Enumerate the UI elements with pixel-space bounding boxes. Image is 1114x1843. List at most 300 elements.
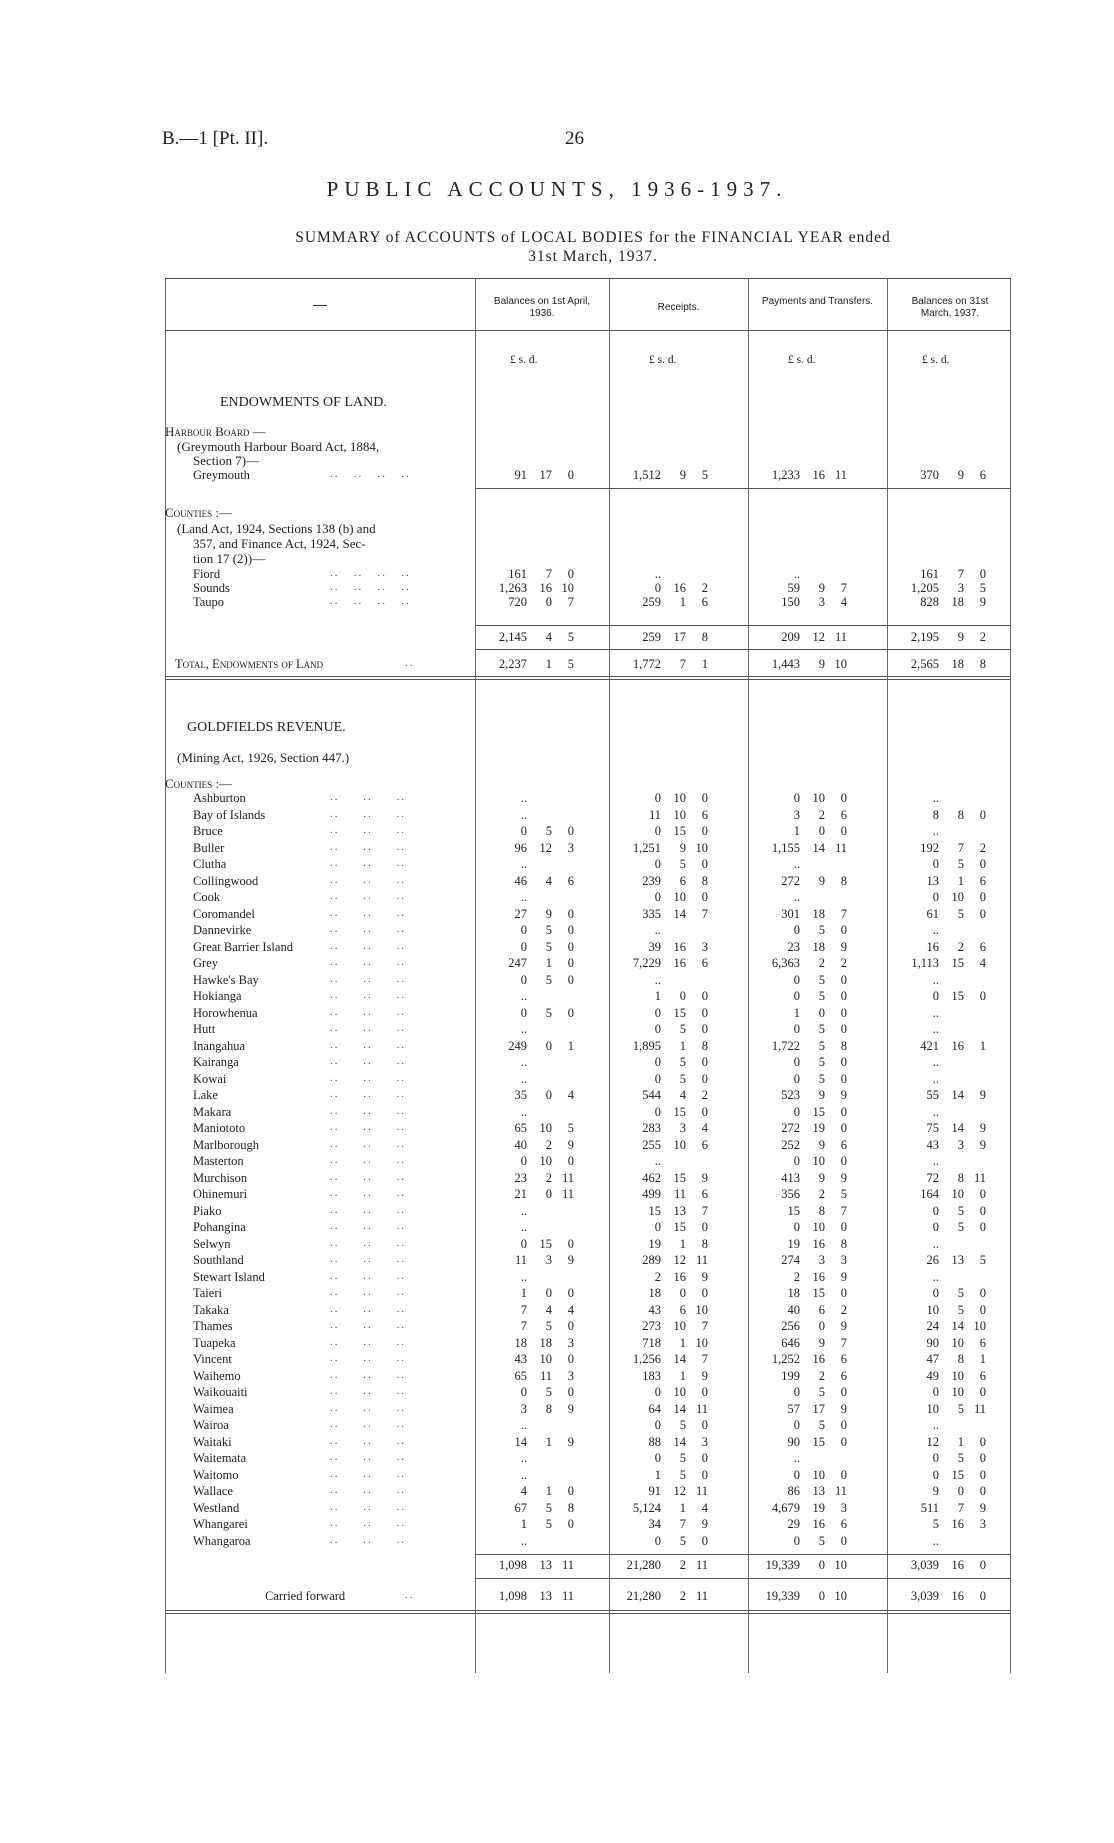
amount-balances-end: .. [932, 923, 939, 937]
county-name: Taieri [193, 1286, 222, 1300]
table-row [165, 923, 1010, 939]
leader-dots: .. .. .. [330, 1434, 406, 1447]
leader-dots: .. [405, 657, 415, 669]
amount-balances-start: 43 10 0 [514, 1352, 574, 1366]
table-row [165, 1501, 1010, 1517]
amount-payments: 272 19 0 [781, 1121, 847, 1135]
table-row [165, 1220, 1010, 1236]
table-row [165, 1352, 1010, 1368]
amount-receipts: 21,280 2 11 [626, 1558, 708, 1572]
amount-balances-start: 2,145 4 5 [498, 630, 574, 644]
amount-balances-end: .. [932, 1418, 939, 1432]
county-name: Kowai [193, 1071, 227, 1086]
county-name: Waitaki [193, 1434, 232, 1449]
amount-balances-end: 0 5 0 [932, 1203, 986, 1218]
table-row [165, 1451, 1010, 1467]
amount-balances-end: 0 5 0 [932, 1451, 986, 1465]
county-name: Horowhenua [193, 1005, 258, 1020]
amount-receipts: 91 12 11 [648, 1484, 708, 1498]
leader-dots: .. .. .. [330, 1022, 406, 1034]
table-row [165, 1385, 1010, 1401]
amount-receipts: 259 17 8 [642, 630, 708, 644]
amount-payments: 301 18 7 [781, 906, 847, 921]
amount-receipts: 64 14 11 [648, 1401, 708, 1416]
county-name: Piako [193, 1203, 222, 1218]
col-header-description: — [313, 296, 327, 312]
amount-payments: 0 5 0 [793, 1418, 847, 1432]
county-name: Masterton [193, 1154, 244, 1168]
county-name: Waitomo [193, 1467, 239, 1482]
table-row [165, 1072, 1010, 1088]
leader-dots: .. .. .. [330, 1368, 406, 1381]
rule [475, 625, 1010, 626]
table-row [165, 1121, 1010, 1137]
leader-dots: .. .. .. [330, 840, 406, 853]
amount-receipts: 5,124 1 4 [632, 1500, 708, 1515]
amount-balances-start: .. [520, 1418, 527, 1432]
amount-receipts: 0 5 0 [654, 1533, 708, 1548]
table-row [165, 1022, 1010, 1038]
amount-payments: .. [793, 890, 800, 904]
subtotal-row [165, 1558, 1010, 1574]
table-bottom-rule [165, 1613, 1010, 1614]
amount-payments: .. [793, 857, 800, 871]
county-name: Maniototo [193, 1121, 246, 1135]
amount-balances-start: .. [520, 890, 527, 904]
amount-payments: 256 0 9 [781, 1319, 847, 1333]
county-name: Hutt [193, 1022, 216, 1036]
amount-balances-end: .. [932, 1236, 939, 1251]
amount-balances-end: 161 7 0 [920, 567, 986, 581]
amount-payments: 1,252 16 6 [771, 1352, 847, 1366]
table-row [165, 1534, 1010, 1550]
amount-balances-start: 7 4 4 [520, 1302, 574, 1317]
subtitle-line-1: SUMMARY of ACCOUNTS of LOCAL BODIES for the FINANCIAL YEAR ended [295, 229, 891, 246]
amount-balances-start: 2,237 1 5 [498, 657, 574, 671]
amount-payments: 199 2 6 [781, 1368, 847, 1383]
leader-dots: .. .. .. [330, 1005, 406, 1018]
leader-dots: .. .. .. [330, 890, 406, 902]
amount-receipts: 0 5 0 [654, 1071, 708, 1086]
amount-balances-end: .. [932, 1071, 939, 1086]
amount-balances-start: 67 5 8 [514, 1500, 574, 1515]
amount-balances-end: .. [932, 1104, 939, 1119]
amount-balances-end: 90 10 6 [926, 1335, 986, 1350]
amount-payments: 0 10 0 [793, 1220, 847, 1234]
leader-dots: .. .. .. [330, 1253, 406, 1265]
county-name: Collingwood [193, 873, 259, 888]
county-name: Waimea [193, 1401, 234, 1416]
amount-balances-end: 3,039 16 0 [910, 1558, 986, 1572]
county-name: Murchison [193, 1170, 248, 1185]
amount-receipts: 335 14 7 [642, 906, 708, 921]
leader-dots: .. .. .. .. [330, 595, 411, 607]
leader-dots: .. .. .. [330, 1418, 406, 1430]
table-row [165, 857, 1010, 873]
amount-balances-start: 96 12 3 [514, 840, 574, 855]
table-row [165, 1006, 1010, 1022]
county-name: Lake [193, 1088, 218, 1102]
county-name: Pohangina [193, 1220, 246, 1234]
amount-balances-end: 0 15 0 [932, 989, 986, 1003]
section-heading-goldfields: GOLDFIELDS REVENUE. [187, 720, 346, 735]
amount-balances-start: 18 18 3 [514, 1335, 574, 1350]
county-name: Thames [193, 1319, 233, 1333]
amount-balances-start: 0 5 0 [520, 824, 574, 838]
table-row [165, 1039, 1010, 1055]
county-name: Grey [193, 956, 218, 970]
leader-dots: .. .. .. [330, 1533, 406, 1546]
leader-dots: .. .. .. [330, 791, 406, 803]
county-name: Ashburton [193, 791, 246, 805]
amount-payments: 1 0 0 [793, 824, 847, 838]
amount-balances-end: 72 8 11 [926, 1170, 986, 1185]
leader-dots: .. .. .. [330, 906, 406, 919]
table-row [165, 1204, 1010, 1220]
county-name: Southland [193, 1253, 244, 1267]
amount-payments: 1 0 0 [793, 1005, 847, 1020]
amount-balances-start: 35 0 4 [514, 1088, 574, 1102]
amount-payments: 23 18 9 [787, 939, 847, 954]
amount-payments: 0 10 0 [793, 1154, 847, 1168]
part-reference: B.—1 [Pt. II]. [162, 128, 269, 149]
amount-payments: 4,679 19 3 [771, 1500, 847, 1515]
amount-payments: 523 9 9 [781, 1088, 847, 1102]
counties-act-line-2: 357, and Finance Act, 1924, Sec- [193, 536, 366, 551]
amount-payments: 0 10 0 [793, 791, 847, 805]
header-rule [165, 330, 1010, 331]
amount-receipts: 19 1 8 [648, 1236, 708, 1251]
county-name: Waihemo [193, 1368, 241, 1383]
amount-balances-start: 0 5 0 [520, 1005, 574, 1020]
leader-dots: .. .. .. [330, 1121, 406, 1133]
county-name: Vincent [193, 1352, 232, 1366]
table-top-rule [165, 278, 1010, 279]
amount-balances-end: .. [932, 824, 939, 838]
leader-dots: .. .. .. .. [330, 567, 411, 579]
table-row [165, 595, 1010, 611]
amount-receipts: 0 15 0 [654, 824, 708, 838]
amount-balances-end: 10 5 11 [926, 1401, 986, 1416]
amount-payments: 86 13 11 [787, 1484, 847, 1498]
leader-dots: .. .. .. [330, 873, 406, 886]
harbour-act-line-2: Section 7)— [193, 453, 260, 468]
table-row [165, 989, 1010, 1005]
table-row [165, 1517, 1010, 1533]
leader-dots: .. .. .. [330, 1137, 406, 1150]
amount-balances-start: .. [520, 1451, 527, 1465]
amount-receipts: 255 10 6 [642, 1137, 708, 1152]
table-row [165, 973, 1010, 989]
rule [475, 649, 1010, 650]
table-row [165, 1237, 1010, 1253]
col-header-receipts: Receipts. [657, 302, 700, 313]
amount-balances-end: .. [932, 1154, 939, 1168]
leader-dots: .. .. .. [330, 1500, 406, 1513]
amount-receipts: 39 16 3 [648, 939, 708, 954]
amount-payments: 209 12 11 [781, 630, 847, 644]
amount-balances-end: .. [932, 1533, 939, 1548]
amount-payments: 0 5 0 [793, 1022, 847, 1036]
leader-dots: .. .. .. [330, 939, 406, 952]
amount-balances-start: 65 10 5 [514, 1121, 574, 1135]
county-name: Waitemata [193, 1451, 247, 1465]
amount-receipts: 1 5 0 [654, 1467, 708, 1482]
leader-dots: .. .. .. [330, 1335, 406, 1348]
amount-payments: 413 9 9 [781, 1170, 847, 1185]
county-name: Fiord [193, 567, 221, 581]
currency-header: £ s. d. [510, 354, 538, 366]
county-name: Bruce [193, 824, 223, 838]
amount-receipts: 34 7 9 [648, 1517, 708, 1531]
amount-balances-end: .. [932, 1022, 939, 1036]
amount-balances-end: 828 18 9 [920, 595, 986, 609]
amount-payments: 1,233 16 11 [771, 468, 847, 482]
table-row [165, 1286, 1010, 1302]
table-row [165, 940, 1010, 956]
amount-balances-end: 0 10 0 [932, 1385, 986, 1399]
amount-balances-start: 1,098 13 11 [498, 1558, 574, 1572]
county-name: Takaka [193, 1302, 229, 1317]
leader-dots: .. .. .. [330, 1104, 406, 1117]
amount-receipts: 0 15 0 [654, 1005, 708, 1020]
table-row [165, 874, 1010, 890]
amount-payments: 1,155 14 11 [771, 840, 847, 855]
amount-balances-end: 61 5 0 [926, 906, 986, 921]
amount-balances-end: .. [932, 972, 939, 987]
amount-receipts: 0 5 0 [654, 1055, 708, 1069]
table-row [165, 824, 1010, 840]
table-row [165, 841, 1010, 857]
amount-balances-start: 14 1 9 [514, 1434, 574, 1449]
rule [165, 676, 1010, 677]
county-name: Sounds [193, 581, 230, 595]
amount-balances-end: 10 5 0 [926, 1302, 986, 1317]
amount-balances-end: 24 14 10 [926, 1319, 986, 1333]
amount-receipts: 289 12 11 [642, 1253, 708, 1267]
amount-balances-end: 164 10 0 [920, 1187, 986, 1201]
amount-balances-end: 0 5 0 [932, 1220, 986, 1234]
amount-balances-start: 7 5 0 [520, 1319, 574, 1333]
amount-balances-start: 27 9 0 [514, 906, 574, 921]
amount-receipts: 239 6 8 [642, 873, 708, 888]
amount-receipts: 0 5 0 [654, 1022, 708, 1036]
amount-payments: 19 16 8 [787, 1236, 847, 1251]
amount-balances-end: 8 8 0 [932, 807, 986, 822]
page-title: PUBLIC ACCOUNTS, 1936-1937. [326, 177, 788, 201]
amount-receipts: 7,229 16 6 [632, 956, 708, 970]
amount-balances-end: 55 14 9 [926, 1088, 986, 1102]
leader-dots: .. .. .. [330, 1203, 406, 1216]
rule [475, 1554, 1010, 1555]
amount-balances-end: 370 9 6 [920, 468, 986, 482]
county-name: Whangaroa [193, 1533, 251, 1548]
amount-receipts: 259 1 6 [642, 595, 708, 609]
amount-balances-end: 0 5 0 [932, 1286, 986, 1300]
table-row [165, 890, 1010, 906]
amount-payments: 6,363 2 2 [771, 956, 847, 970]
table-row [165, 907, 1010, 923]
amount-balances-end: 9 0 0 [932, 1484, 986, 1498]
amount-balances-end: 192 7 2 [920, 840, 986, 855]
amount-receipts: 21,280 2 11 [626, 1589, 708, 1603]
table-row [165, 956, 1010, 972]
leader-dots: .. .. .. [330, 824, 406, 836]
goldfields-counties-label: Counties :— [165, 776, 233, 791]
amount-payments: 0 5 0 [793, 989, 847, 1003]
amount-balances-start: 0 5 0 [520, 1385, 574, 1399]
amount-receipts: 88 14 3 [648, 1434, 708, 1449]
amount-balances-start: 21 0 11 [514, 1187, 574, 1201]
rule [475, 1578, 1010, 1579]
amount-payments: 0 5 0 [793, 1071, 847, 1086]
amount-payments: 356 2 5 [781, 1187, 847, 1201]
amount-balances-end: 2,565 18 8 [910, 657, 986, 671]
amount-receipts: 0 15 0 [654, 1220, 708, 1234]
amount-balances-start: .. [520, 989, 527, 1003]
rule [475, 488, 1010, 489]
amount-balances-start: .. [520, 791, 527, 805]
amount-balances-start: 720 0 7 [508, 595, 574, 609]
amount-balances-start: .. [520, 1220, 527, 1234]
amount-payments: 19,339 0 10 [765, 1558, 847, 1572]
currency-header: £ s. d. [922, 354, 950, 366]
leader-dots: .. .. .. [330, 1451, 406, 1463]
leader-dots: .. .. .. [330, 1071, 406, 1084]
county-name: Buller [193, 840, 225, 855]
county-name: Coromandel [193, 906, 255, 921]
amount-balances-start: 3 8 9 [520, 1401, 574, 1416]
table-row [165, 1369, 1010, 1385]
amount-payments: 18 15 0 [787, 1286, 847, 1300]
page-number: 26 [565, 128, 584, 149]
amount-balances-start: 0 15 0 [520, 1236, 574, 1251]
county-name: Inangahua [193, 1038, 246, 1053]
county-name: Great Barrier Island [193, 939, 293, 954]
amount-balances-start: .. [520, 1104, 527, 1119]
amount-balances-end: 26 13 5 [926, 1253, 986, 1267]
amount-receipts: 0 5 0 [654, 857, 708, 871]
leader-dots: .. .. .. .. [330, 468, 411, 480]
table-row [165, 1154, 1010, 1170]
currency-header: £ s. d. [649, 354, 677, 366]
amount-receipts: 1,772 7 1 [632, 657, 708, 671]
amount-receipts: 462 15 9 [642, 1170, 708, 1185]
leader-dots: .. .. .. [330, 1401, 406, 1414]
col-header-balances-end: Balances on 31st March, 1937. [911, 296, 989, 319]
amount-receipts: .. [654, 1154, 661, 1168]
amount-payments: 0 10 0 [793, 1467, 847, 1482]
amount-receipts: 0 10 0 [654, 890, 708, 904]
amount-payments: 1,443 9 10 [771, 657, 847, 671]
table-row [165, 791, 1010, 807]
county-name: Dannevirke [193, 923, 252, 937]
amount-receipts: .. [654, 567, 661, 581]
amount-balances-start: 1,263 16 10 [498, 581, 574, 595]
amount-balances-end: 49 10 6 [926, 1368, 986, 1383]
leader-dots: .. .. .. [330, 1220, 406, 1232]
amount-balances-end: .. [932, 791, 939, 805]
amount-receipts: 499 11 6 [642, 1187, 708, 1201]
amount-balances-end: 1,113 15 4 [911, 956, 986, 970]
county-name: Whangarei [193, 1517, 248, 1531]
accounts-table [165, 278, 1010, 1673]
amount-balances-end: 0 5 0 [932, 857, 986, 871]
table-row [165, 1418, 1010, 1434]
table-row [165, 1336, 1010, 1352]
county-name: Wallace [193, 1484, 233, 1498]
leader-dots: .. .. .. [330, 807, 406, 820]
amount-balances-start: 0 5 0 [520, 939, 574, 954]
amount-balances-end: .. [932, 1269, 939, 1284]
currency-header: £ s. d. [788, 354, 816, 366]
amount-payments: 274 3 3 [781, 1253, 847, 1267]
amount-payments: 3 2 6 [793, 807, 847, 822]
amount-balances-start: .. [520, 1022, 527, 1036]
harbour-board-label: Harbour Board — [165, 424, 266, 439]
amount-balances-start: .. [520, 1467, 527, 1482]
table-border-right [1010, 278, 1011, 1673]
amount-receipts: 273 10 7 [642, 1319, 708, 1333]
table-row [165, 1319, 1010, 1335]
leader-dots: .. .. .. [330, 989, 406, 1001]
amount-balances-end: 16 2 6 [926, 939, 986, 954]
amount-balances-start: .. [520, 1071, 527, 1086]
amount-balances-start: 1,098 13 11 [498, 1589, 574, 1603]
amount-balances-end: 75 14 9 [926, 1121, 986, 1135]
leader-dots: .. .. .. [330, 972, 406, 985]
amount-payments: .. [793, 1451, 800, 1465]
amount-receipts: 0 5 0 [654, 1418, 708, 1432]
amount-payments: 19,339 0 10 [765, 1589, 847, 1603]
amount-balances-end: 12 1 0 [926, 1434, 986, 1449]
county-name: Wairoa [193, 1418, 229, 1432]
table-row [165, 1303, 1010, 1319]
amount-payments: 59 9 7 [787, 581, 847, 595]
amount-receipts: 0 5 0 [654, 1451, 708, 1465]
leader-dots: .. .. .. [330, 1517, 406, 1529]
amount-receipts: 1,251 9 10 [632, 840, 708, 855]
subtitle-line-2: 31st March, 1937. [528, 248, 658, 265]
table-row [165, 1435, 1010, 1451]
amount-payments: 1,722 5 8 [771, 1038, 847, 1053]
amount-balances-end: 2,195 9 2 [910, 630, 986, 644]
amount-balances-start: 1 0 0 [520, 1286, 574, 1300]
amount-receipts: 0 10 0 [654, 1385, 708, 1399]
amount-payments: 2 16 9 [793, 1269, 847, 1284]
leader-dots: .. .. .. [330, 1269, 406, 1282]
county-name: Marlborough [193, 1137, 259, 1152]
leader-dots: .. .. .. [330, 1385, 406, 1397]
col-header-payments: Payments and Transfers. [761, 296, 874, 307]
leader-dots: .. .. .. [330, 1236, 406, 1249]
amount-payments: 15 8 7 [787, 1203, 847, 1218]
amount-receipts: 1,895 1 8 [632, 1038, 708, 1053]
county-name: Selwyn [193, 1236, 231, 1251]
amount-receipts: 11 10 6 [648, 807, 708, 822]
page-subtitle [163, 228, 1023, 266]
leader-dots: .. .. .. [330, 1154, 406, 1166]
leader-dots: .. .. .. [330, 857, 406, 869]
amount-balances-start: 0 10 0 [520, 1154, 574, 1168]
amount-balances-start: 40 2 9 [514, 1137, 574, 1152]
amount-balances-start: 91 17 0 [514, 468, 574, 482]
amount-balances-end: 3,039 16 0 [910, 1589, 986, 1603]
leader-dots: .. [405, 1589, 415, 1601]
carried-forward-row [165, 1589, 1010, 1605]
section-heading-endowments: ENDOWMENTS OF LAND. [220, 395, 387, 410]
amount-balances-start: 23 2 11 [514, 1170, 574, 1185]
